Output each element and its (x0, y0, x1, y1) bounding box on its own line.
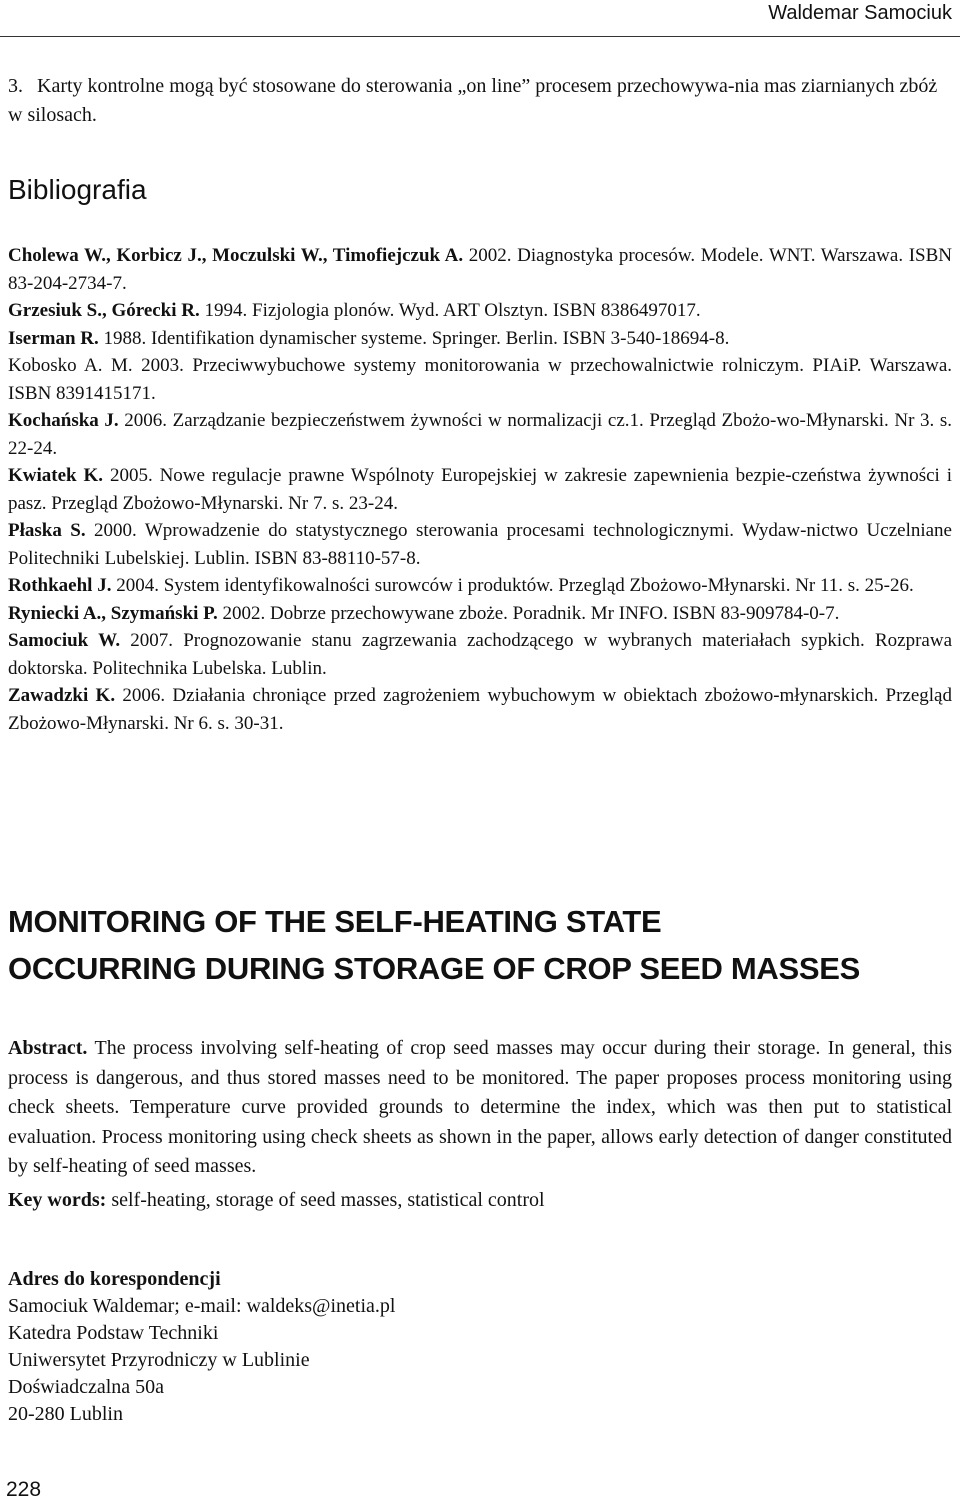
correspondence-line: Katedra Podstaw Techniki (8, 1322, 219, 1344)
header-rule (0, 36, 960, 37)
entry-details: 2006. Zarządzanie bezpieczeństwem żywności w normalizacji cz.1. Przegląd Zbożo-wo-Młynarski. Nr 3. s. 22-24. (8, 410, 953, 459)
entry-authors: Iserman R. (8, 327, 99, 349)
keywords (8, 1186, 952, 1215)
abstract (8, 1034, 952, 1182)
correspondence-line: Uniwersytet Przyrodniczy w Lublinie (8, 1349, 310, 1371)
entry-authors: Samociuk W. (8, 630, 121, 651)
correspondence-line: Doświadczalna 50a (8, 1376, 165, 1398)
correspondence-line: 20-280 Lublin (8, 1403, 123, 1425)
bibliography-entry (8, 517, 952, 572)
entry-authors: Zawadzki K. (8, 685, 116, 706)
bibliography-entry (8, 600, 952, 628)
bibliography-entry (8, 682, 952, 737)
entry-details: Kobosko A. M. 2003. Przeciwwybuchowe systemy monitorowania w przechowalnictwie rolniczym. PIAiP. Warszawa. ISBN 8391415171. (8, 355, 952, 404)
entry-details: 2002. Dobrze przechowywane zboże. Poradnik. Mr INFO. ISBN 83-909784-0-7. (217, 602, 840, 624)
bibliography-entry (8, 242, 952, 297)
bibliography-entry (8, 407, 952, 462)
entry-details: 1988. Identifikation dynamischer systeme. Springer. Berlin. ISBN 3-540-18694-8. (98, 327, 730, 349)
abstract-label: Abstract. (8, 1037, 88, 1059)
bibliography-list (8, 242, 952, 737)
keywords-text: self-heating, storage of seed masses, statistical control (106, 1189, 545, 1211)
conclusion-item (8, 72, 948, 130)
entry-details: 2007. Prognozowanie stanu zagrzewania zachodzącego w wybranych materiałach sypkich. Rozprawa doktorska. Politechnika Lubelska. Lublin. (8, 630, 952, 679)
correspondence-heading: Adres do korespondencji (8, 1268, 221, 1290)
entry-details: 2004. System identyfikowalności surowców i produktów. Przegląd Zbożowo-Młynarski. Nr 11. s. 25-26. (111, 575, 914, 596)
correspondence-address (8, 1266, 952, 1428)
english-title-line-2: OCCURRING DURING STORAGE OF CROP SEED MASSES (8, 951, 861, 986)
abstract-text: The process involving self-heating of crop seed masses may occur during their storage. In general, this process is dangerous, and thus stored masses need to be monitored. The paper proposes process monitoring using check sheets. Temperature curve provided grounds to determine the index, which was then put to statistical evaluation. Process monitoring using check sheets as shown in the paper, allows early detection of danger constituted by self-heating of seed masses. (8, 1037, 952, 1177)
running-header (0, 0, 960, 28)
bibliography-heading: Bibliografia (8, 174, 147, 205)
entry-authors: Kwiatek K. (8, 465, 104, 486)
conclusion-text: Karty kontrolne mogą być stosowane do sterowania „on line” procesem przechowywa-nia mas ziarnianych zbóż w silosach. (8, 75, 938, 126)
english-title-line-1: MONITORING OF THE SELF-HEATING STATE (8, 904, 662, 939)
entry-details: 2005. Nowe regulacje prawne Wspólnoty Europejskiej w zakresie zapewnienia bezpie-czeństwa żywności i pasz. Przegląd Zbożowo-Młynarski. Nr 7. s. 23-24. (8, 465, 953, 514)
entry-details: 2006. Działania chroniące przed zagrożeniem wybuchowym w obiektach zbożowo-młynarskich. Przegląd Zbożowo-Młynarski. Nr 6. s. 30-31. (8, 685, 952, 734)
keywords-label: Key words: (8, 1189, 107, 1211)
english-title (8, 898, 952, 992)
entry-authors: Kochańska J. (8, 410, 119, 431)
bibliography-entry (8, 572, 952, 600)
running-header-author: Waldemar Samociuk (768, 2, 952, 24)
entry-authors: Cholewa W., Korbicz J., Moczulski W., Timofiejczuk A. (8, 245, 464, 266)
bibliography-entry (8, 627, 952, 682)
entry-details: 2002. Diagnostyka procesów. Modele. WNT. Warszawa. ISBN 83-204-2734-7. (8, 245, 952, 294)
conclusion-number: 3. (8, 75, 23, 97)
entry-authors: Grzesiuk S., Górecki R. (8, 300, 200, 321)
bibliography-entry (8, 462, 952, 517)
entry-authors: Płaska S. (8, 520, 86, 541)
entry-details: 1994. Fizjologia plonów. Wyd. ART Olsztyn. ISBN 8386497017. (199, 300, 701, 321)
entry-details: 2000. Wprowadzenie do statystycznego sterowania procesami technologicznymi. Wydaw-nictwo Uczelniane Politechniki Lubelskiej. Lublin. ISBN 83-88110-57-8. (8, 520, 952, 569)
bibliography-entry (8, 325, 952, 353)
bibliography-entry (8, 297, 952, 325)
entry-authors: Ryniecki A., Szymański P. (8, 602, 218, 624)
correspondence-line: Samociuk Waldemar; e-mail: waldeks@inetia.pl (8, 1295, 396, 1317)
page-number: 228 (6, 1478, 42, 1501)
bibliography-entry (8, 352, 952, 407)
entry-authors: Rothkaehl J. (8, 575, 112, 596)
